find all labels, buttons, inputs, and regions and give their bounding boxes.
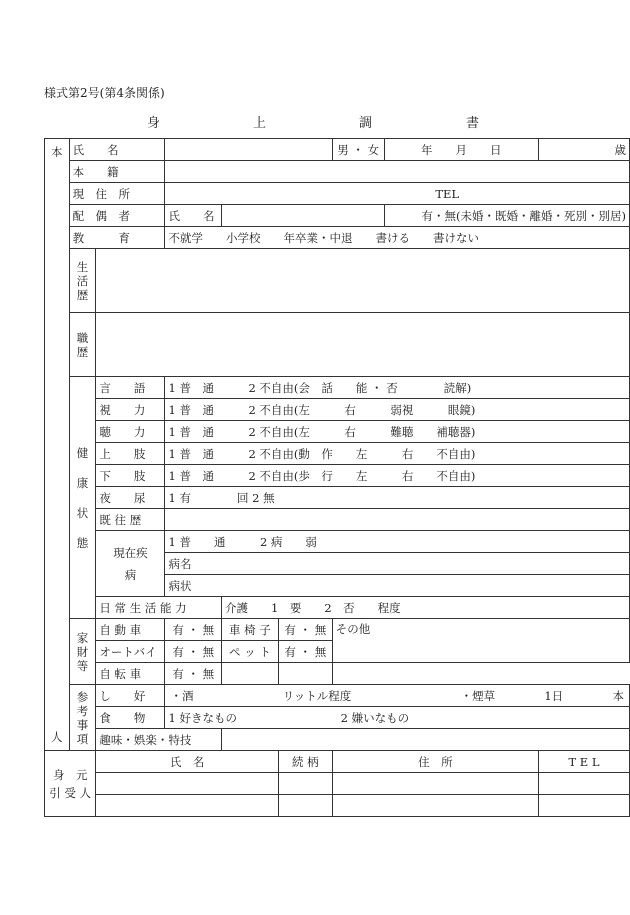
asset-value-wheelchair[interactable]: 有 ・ 無 — [278, 619, 332, 641]
food-label: 食 物 — [96, 707, 165, 729]
asset-empty-cell — [332, 663, 629, 685]
title-char: 上 — [253, 116, 267, 131]
guarantor-header-relation: 続 柄 — [278, 751, 332, 773]
guarantor-label-line1: 身 元 — [52, 767, 88, 782]
age-field[interactable]: 歳 — [538, 139, 629, 161]
guarantor-address-field[interactable] — [332, 773, 538, 795]
asset-empty-cell — [222, 663, 279, 685]
guarantor-label-line2: 引 受 人 — [49, 785, 92, 800]
daily-living-field[interactable]: 介護 1 要 2 否 程度 — [222, 597, 630, 619]
side-char-nin: 人 — [51, 730, 63, 745]
illness-condition-field[interactable]: 病状 — [165, 575, 630, 597]
assets-other-field[interactable] — [332, 619, 629, 663]
health-group-text: 健康状態 — [76, 445, 89, 550]
honseki-field[interactable] — [165, 161, 630, 183]
job-history-field[interactable] — [96, 313, 630, 377]
health-label-vision: 視 力 — [96, 399, 165, 421]
food-likes-label: 1 好きなもの — [168, 710, 237, 725]
health-value-hearing[interactable]: 1 普 通 2 不自由(左 右 難聴 補聴器) — [165, 421, 630, 443]
health-label-lower-limb: 下 肢 — [96, 465, 165, 487]
asset-value-car[interactable]: 有 ・ 無 — [165, 619, 222, 641]
guarantor-header-tel: T E L — [538, 751, 629, 773]
job-history-text: 職歴 — [76, 330, 89, 359]
reference-group-text: 参考事項 — [76, 689, 89, 746]
asset-label-motorbike: オートバイ — [96, 641, 165, 663]
honseki-label: 本 籍 — [69, 161, 165, 183]
health-label-language: 言 語 — [96, 377, 165, 399]
health-value-lower-limb[interactable]: 1 普 通 2 不自由(歩 行 左 右 不自由) — [165, 465, 630, 487]
title-char: 調 — [359, 116, 373, 131]
asset-label-pet: ペ ッ ト — [222, 641, 279, 663]
health-value-upper-limb[interactable]: 1 普 通 2 不自由(動 作 左 右 不自由) — [165, 443, 630, 465]
health-value-medical-history[interactable] — [165, 509, 630, 531]
principal-side-label — [45, 139, 70, 751]
title-char: 身 — [147, 116, 161, 131]
daily-living-label: 日 常 生 活 能 力 — [96, 597, 222, 619]
pref-field[interactable] — [165, 685, 630, 707]
education-options[interactable]: 不就学 小学校 年卒業・中退 書ける 書けない — [165, 227, 630, 249]
tobacco-amount-label: 1日 — [544, 688, 564, 703]
guarantor-relation-field[interactable] — [278, 795, 332, 817]
spouse-name-label: 氏 名 — [165, 205, 222, 227]
side-char-hon: 本 — [51, 144, 63, 159]
assets-group-text: 家財等 — [76, 630, 89, 673]
alcohol-label: ・酒 — [170, 688, 194, 703]
asset-value-pet[interactable]: 有 ・ 無 — [278, 641, 332, 663]
health-label-hearing: 聴 力 — [96, 421, 165, 443]
gender-field[interactable]: 男 ・ 女 — [332, 139, 384, 161]
life-history-text: 生活歴 — [76, 259, 89, 302]
alcohol-amount-label: リットル程度 — [282, 688, 352, 703]
guarantor-tel-field[interactable] — [538, 795, 629, 817]
name-field[interactable] — [165, 139, 332, 161]
guarantor-name-field[interactable] — [96, 773, 278, 795]
pref-label: し 好 — [96, 685, 165, 707]
health-group-label — [69, 377, 96, 619]
education-label: 教 育 — [69, 227, 165, 249]
life-history-label — [69, 249, 96, 313]
asset-label-wheelchair: 車 椅 子 — [222, 619, 279, 641]
health-value-enuresis[interactable]: 1 有 回 2 無 — [165, 487, 630, 509]
form-number: 様式第2号(第4条関係) — [44, 86, 165, 100]
food-dislikes-label: 2 嫌いなもの — [340, 710, 410, 725]
guarantor-tel-field[interactable] — [538, 773, 629, 795]
asset-value-bicycle[interactable]: 有 ・ 無 — [165, 663, 222, 685]
food-field[interactable] — [165, 707, 630, 729]
spouse-name-field[interactable] — [222, 205, 385, 227]
name-label — [69, 139, 165, 161]
guarantor-label — [45, 751, 96, 817]
guarantor-name-field[interactable] — [96, 795, 278, 817]
job-history-label — [69, 313, 96, 377]
title-char: 書 — [466, 116, 480, 131]
guarantor-header-name: 氏 名 — [96, 751, 278, 773]
spouse-status[interactable]: 有・無(未婚・既婚・離婚・死別・別居) — [384, 205, 629, 227]
current-illness-label — [96, 531, 165, 597]
assets-group-label — [69, 619, 96, 685]
health-label-enuresis: 夜 尿 — [96, 487, 165, 509]
assets-other-label: その他 — [335, 622, 371, 636]
guarantor-address-field[interactable] — [332, 795, 538, 817]
dob-field[interactable]: 年 月 日 — [384, 139, 538, 161]
asset-value-motorbike[interactable]: 有 ・ 無 — [165, 641, 222, 663]
health-value-language[interactable]: 1 普 通 2 不自由(会 話 能 ・ 否 読解) — [165, 377, 630, 399]
personal-history-form — [44, 138, 630, 817]
tobacco-unit-label: 本 — [612, 688, 624, 703]
health-label-medical-history: 既 往 歴 — [96, 509, 165, 531]
guarantor-header-address: 住 所 — [332, 751, 538, 773]
asset-label-bicycle: 自 転 車 — [96, 663, 165, 685]
health-label-upper-limb: 上 肢 — [96, 443, 165, 465]
spouse-label: 配 偶 者 — [69, 205, 165, 227]
address-field[interactable] — [165, 183, 630, 205]
current-illness-text: 現在疾病 — [113, 545, 148, 582]
health-value-vision[interactable]: 1 普 通 2 不自由(左 右 弱視 眼鏡) — [165, 399, 630, 421]
reference-group-label — [69, 685, 96, 751]
address-label: 現 住 所 — [69, 183, 165, 205]
name-label-text: 氏 名 — [72, 142, 119, 157]
current-illness-status[interactable]: 1 普 通 2 病 弱 — [165, 531, 630, 553]
life-history-field[interactable] — [96, 249, 630, 313]
tel-label: TEL — [435, 186, 460, 201]
asset-label-car: 自 動 車 — [96, 619, 165, 641]
hobby-label: 趣味・娯楽・特技 — [96, 729, 222, 751]
asset-empty-cell — [278, 663, 332, 685]
hobby-field[interactable] — [222, 729, 630, 751]
illness-name-field[interactable]: 病名 — [165, 553, 630, 575]
guarantor-relation-field[interactable] — [278, 773, 332, 795]
tobacco-label: ・煙草 — [460, 688, 496, 703]
